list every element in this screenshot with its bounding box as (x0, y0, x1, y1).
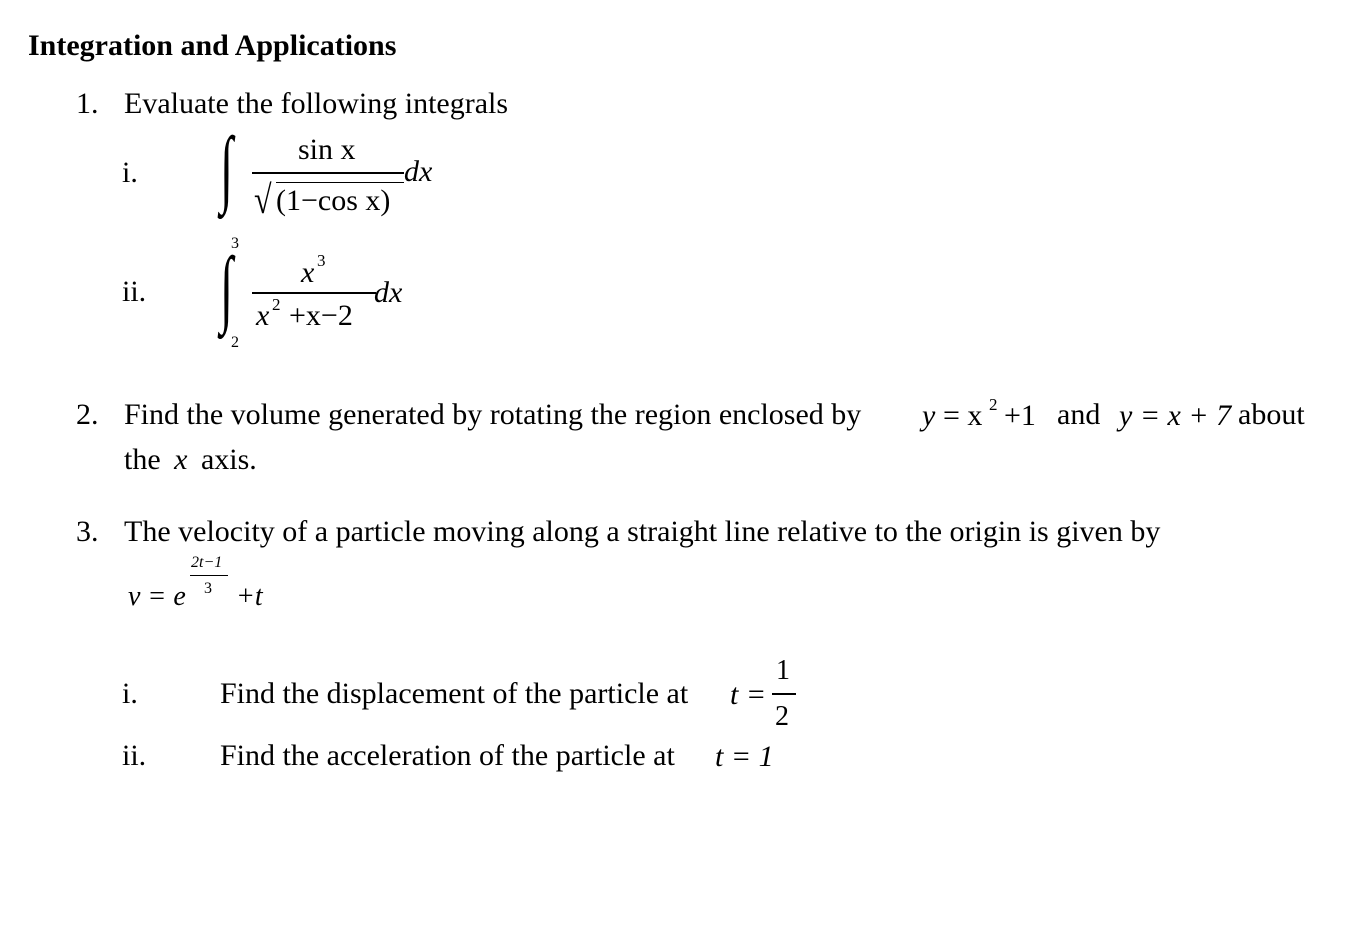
fraction-bar (772, 693, 796, 695)
question-text-line2 (124, 445, 257, 475)
numerator-exponent: 3 (317, 251, 326, 270)
variable-equals: t = (730, 678, 767, 711)
question-text: The velocity of a particle moving along a straight line relative to the origin is given by (124, 515, 1161, 548)
fraction-bar (252, 292, 376, 294)
exponent-fraction-bar (190, 575, 228, 576)
exponent-denominator: 3 (204, 580, 212, 597)
question-text: Find the volume generated by rotating the region enclosed by (124, 398, 862, 431)
denominator-base: x (256, 299, 270, 332)
exponent-numerator: 2t−1 (191, 554, 223, 571)
part-label: i. (122, 156, 138, 189)
velocity-formula-rest: +t (236, 581, 263, 612)
integrand-numerator: sin x (298, 133, 356, 166)
radical-sign: √ (254, 177, 272, 222)
velocity-formula-lhs: v = e (128, 581, 186, 612)
differential: dx (374, 276, 403, 309)
integral-sign: ∫ (220, 119, 233, 215)
integrand-denominator: (1−cos x) (276, 184, 391, 217)
question-number: 1. (76, 87, 99, 120)
lower-limit: 2 (231, 334, 239, 351)
question-text: Evaluate the following integrals (124, 87, 509, 120)
radical-vinculum (276, 182, 404, 183)
page-title: Integration and Applications (28, 29, 397, 62)
fraction-bar (252, 172, 404, 174)
fraction-numerator: 1 (776, 655, 790, 686)
question-number: 3. (76, 515, 99, 548)
differential: dx (404, 155, 433, 188)
upper-limit: 3 (231, 235, 239, 252)
and-word: and (1057, 398, 1101, 431)
part-label: ii. (122, 275, 147, 308)
numerator-base: x (301, 256, 315, 289)
denominator-rest: +x−2 (289, 299, 353, 332)
part-label: ii. (122, 739, 147, 772)
integral-sign: ∫ (220, 239, 233, 335)
variable: x (174, 443, 188, 476)
equation-1-mid: = x (943, 399, 983, 432)
equation-2: y = x + 7 (1119, 399, 1232, 432)
text-segment: axis. (200, 443, 257, 476)
equation-1-exponent: 2 (989, 395, 998, 414)
text-segment: the (124, 443, 161, 476)
equation: t = 1 (715, 740, 774, 773)
denominator-exponent: 2 (272, 295, 281, 314)
equation-1-rest: +1 (1004, 399, 1036, 432)
equation-1-lhs: y (922, 399, 936, 432)
part-text: Find the acceleration of the particle at (220, 739, 675, 772)
fraction-denominator: 2 (775, 701, 789, 732)
question-number: 2. (76, 398, 99, 431)
question-text-end: about (1238, 398, 1305, 431)
part-text: Find the displacement of the particle at (220, 677, 689, 710)
part-label: i. (122, 677, 138, 710)
